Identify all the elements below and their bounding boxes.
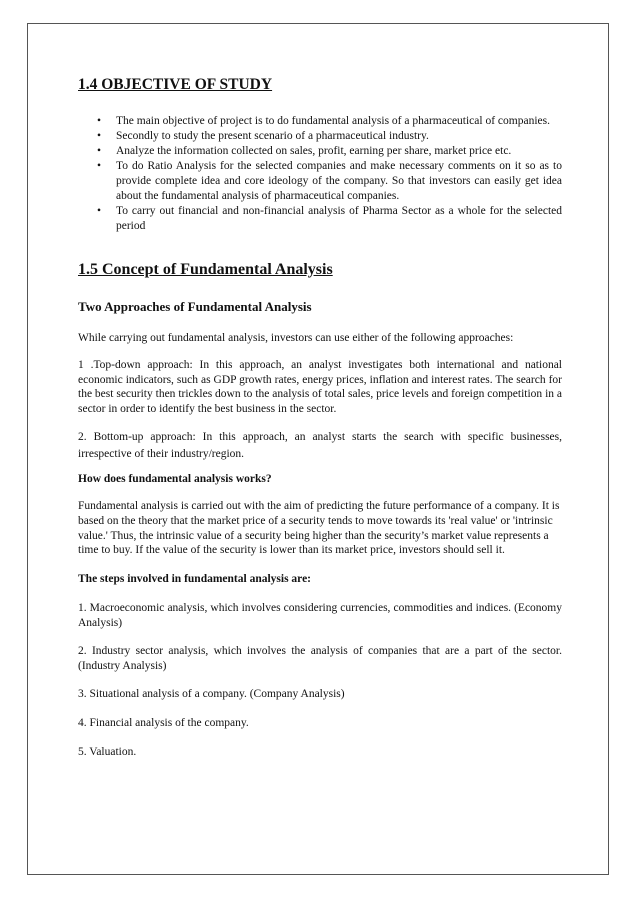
how-heading: How does fundamental analysis works? (78, 472, 272, 485)
list-item-text: Analyze the information collected on sales, profit, earning per share, market price etc. (116, 145, 512, 157)
bullet-icon: • (97, 205, 102, 217)
bottom-up-paragraph: 2. Bottom-up approach: In this approach, an analyst starts the search with specific businesses, irrespective of their industry/region. (78, 430, 562, 460)
steps-heading: The steps involved in fundamental analysis are: (78, 573, 312, 586)
bullet-icon: • (97, 160, 102, 172)
list-item (78, 204, 562, 234)
approaches-subheading: Two Approaches of Fundamental Analysis (78, 299, 312, 314)
bullet-icon: • (97, 130, 102, 142)
list-item-text: Secondly to study the present scenario of a pharmaceutical industry. (116, 130, 429, 142)
list-item (78, 159, 562, 204)
list-item-text: To carry out financial and non-financial analysis of Pharma Sector as a whole for the selected period (116, 205, 562, 232)
objective-heading: 1.4 OBJECTIVE OF STUDY (78, 76, 273, 93)
approaches-intro: While carrying out fundamental analysis, investors can use either of the following approaches: (78, 332, 514, 344)
list-item (78, 114, 562, 129)
step-3: 3. Situational analysis of a company. (Company Analysis) (78, 688, 345, 701)
concept-heading: 1.5 Concept of Fundamental Analysis (78, 261, 333, 278)
list-item-text: The main objective of project is to do fundamental analysis of a pharmaceutical of companies. (116, 115, 550, 127)
how-paragraph: Fundamental analysis is carried out with the aim of predicting the future performance of a company. It is based on the theory that the market price of a security tends to move towards its 'real value' or 'intrinsic value.' Thus, the intrinsic value of a security being higher than the security’s market value represents a time to buy. If the value of the security is lower than its market price, investors should sell it. (78, 499, 560, 557)
top-down-paragraph: 1 .Top-down approach: In this approach, an analyst investigates both international and national economic indicators, such as GDP growth rates, energy prices, inflation and interest rates. The search for the best security then trickles down to the analysis of total sales, price levels and foreign competition in a sector in order to identify the best business in the sector. (78, 358, 562, 416)
page-content (78, 76, 562, 760)
list-item (78, 129, 562, 144)
bullet-icon: • (97, 115, 102, 127)
list-item (78, 144, 562, 159)
step-5: 5. Valuation. (78, 745, 137, 758)
bullet-icon: • (97, 145, 102, 157)
list-item-text: To do Ratio Analysis for the selected companies and make necessary comments on it so as to provide complete idea and core ideology of the company. So that investors can easily get idea about the fundamental analysis of pharmaceutical companies. (116, 160, 562, 202)
step-2: 2. Industry sector analysis, which involves the analysis of companies that are a part of the sector. (Industry Analysis) (78, 644, 562, 672)
objective-list (78, 114, 562, 234)
step-4: 4. Financial analysis of the company. (78, 717, 249, 730)
step-1: 1. Macroeconomic analysis, which involves considering currencies, commodities and indices. (Economy Analysis) (78, 602, 562, 629)
